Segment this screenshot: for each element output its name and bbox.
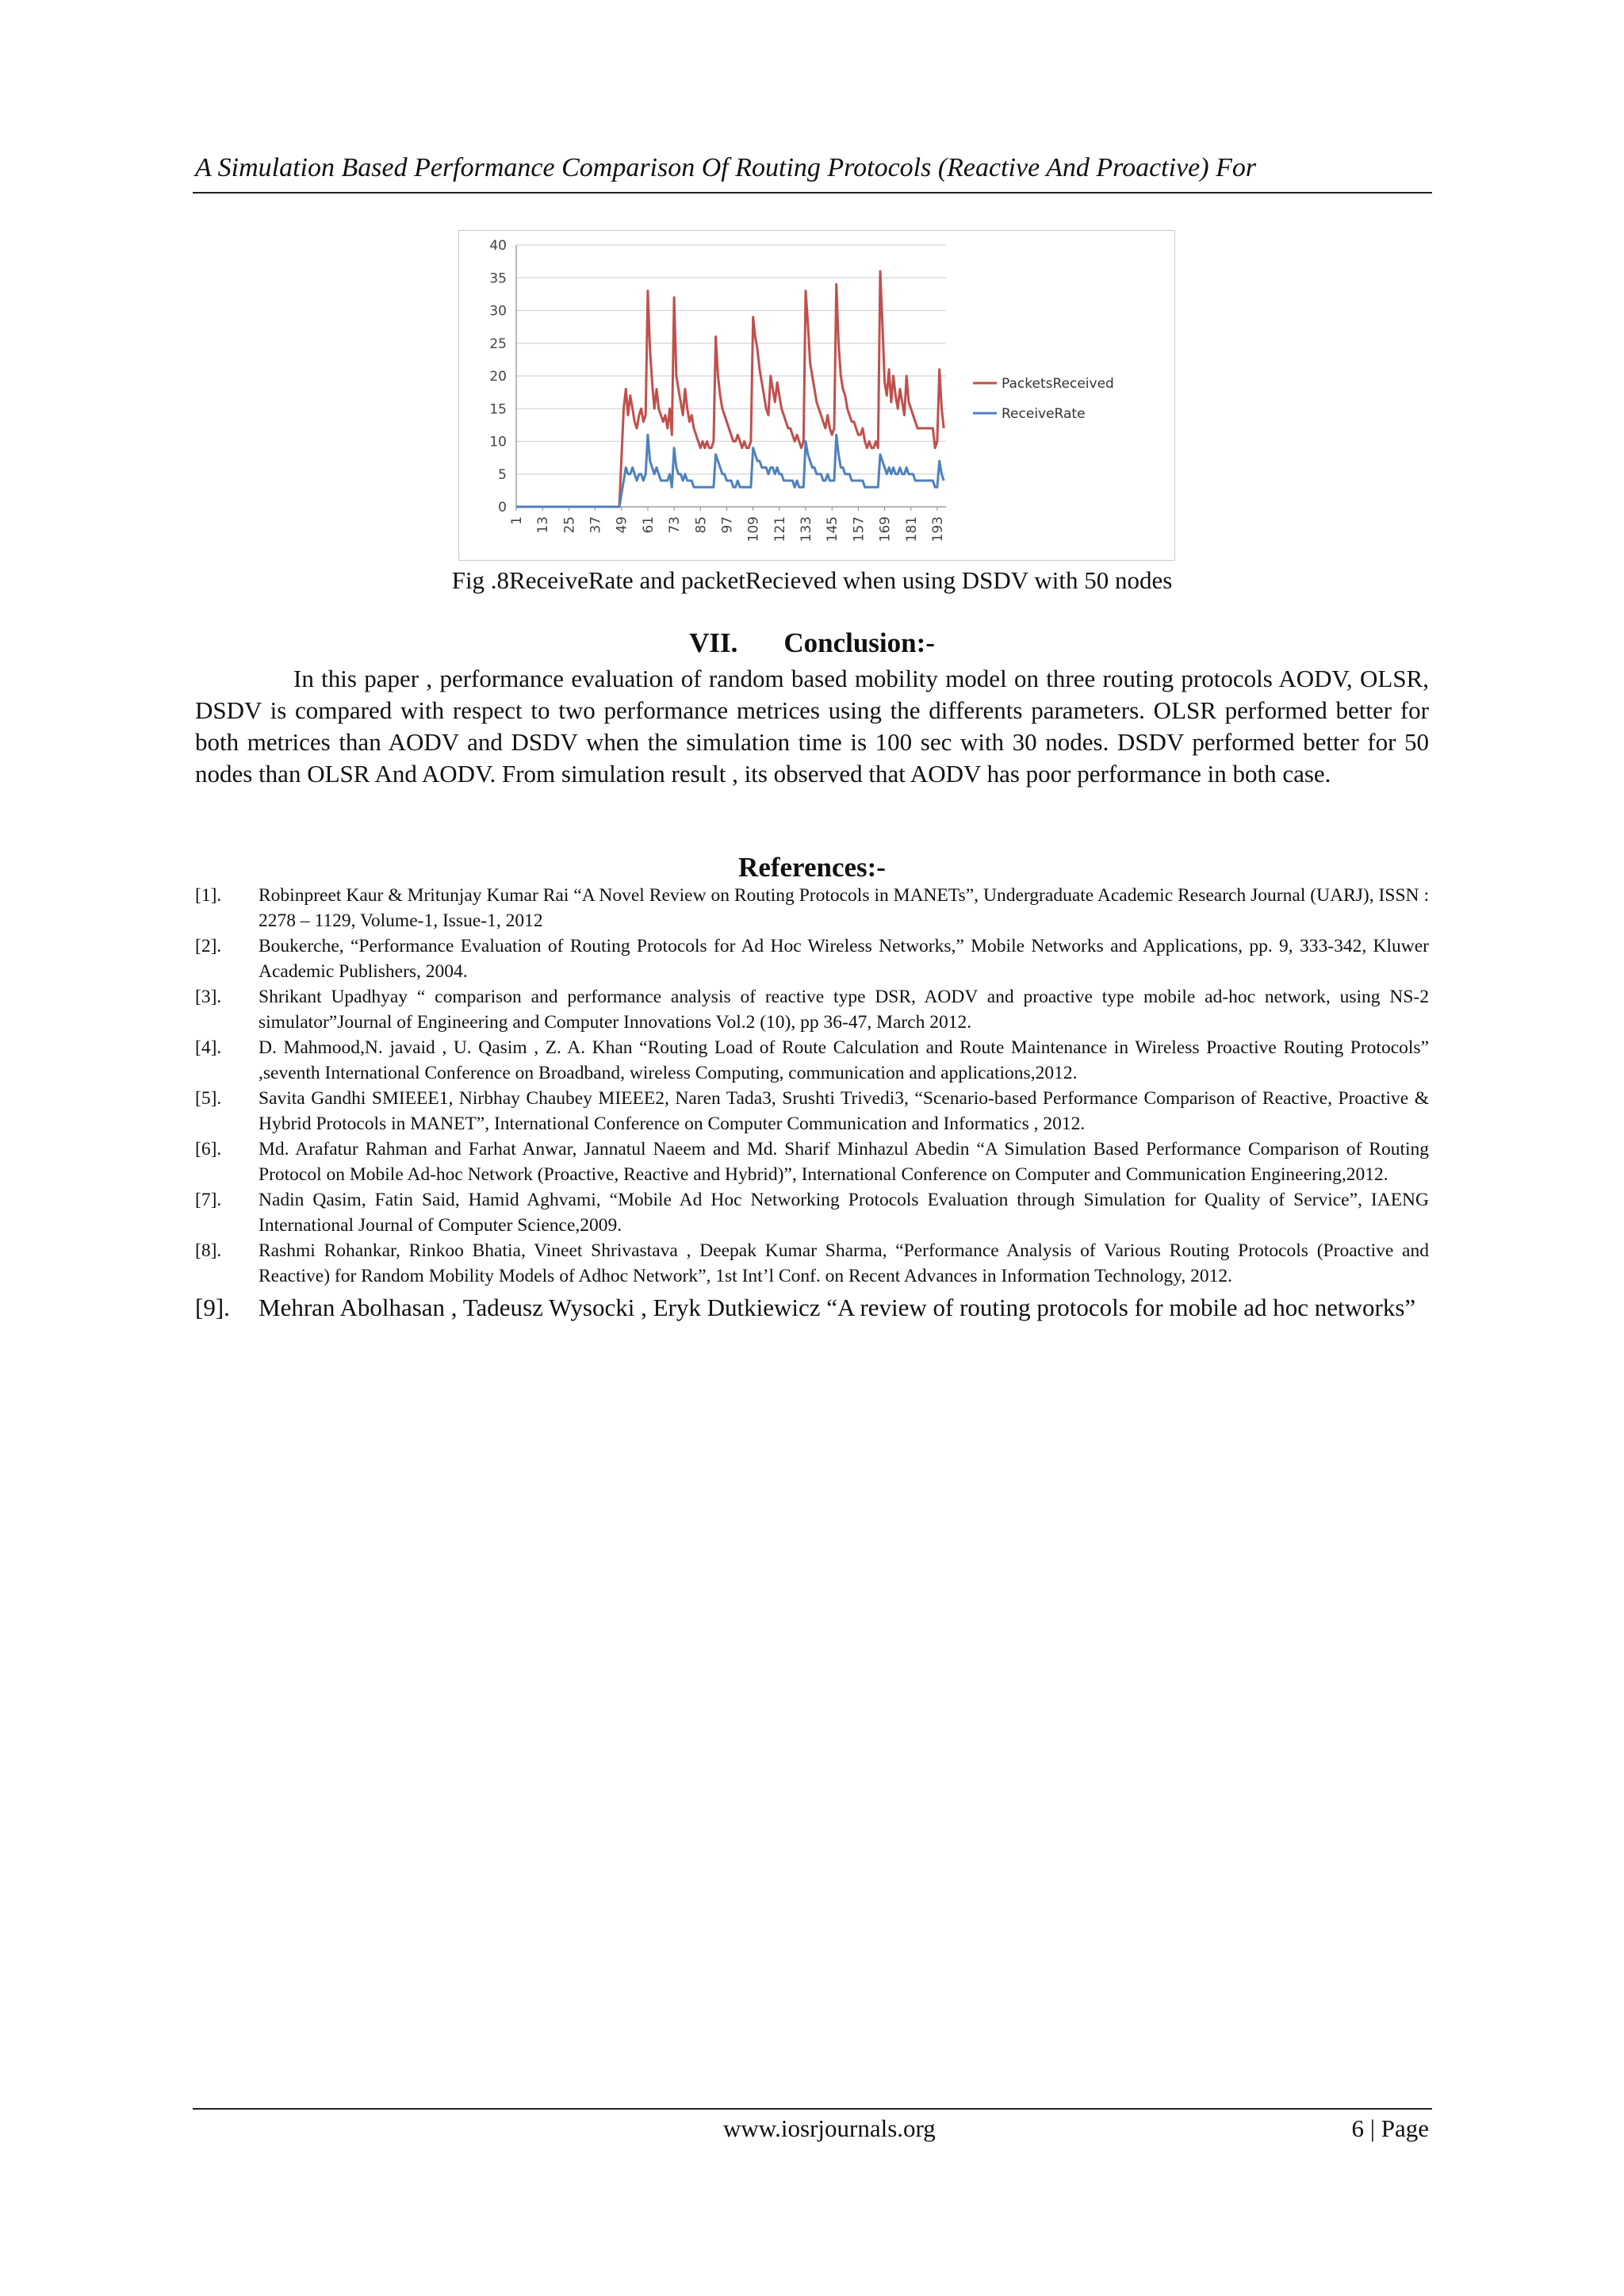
y-tick-label: 30 (489, 303, 507, 320)
x-tick-label: 37 (588, 516, 604, 534)
reference-item (195, 1137, 1429, 1187)
x-tick-label: 145 (825, 516, 841, 542)
reference-text: Robinpreet Kaur & Mritunjay Kumar Rai “A Novel Review on Routing Protocols in MANETs”, Undergraduate Academic Research Journal (UARJ), ISSN : 2278 – 1129, Volume-1, Issue-1, 2012 (259, 885, 1429, 931)
y-tick-label: 40 (489, 238, 507, 254)
x-tick-label: 193 (929, 516, 946, 542)
legend-label: PacketsReceived (1002, 376, 1114, 392)
reference-number: [8]. (195, 1240, 222, 1261)
reference-number: [7]. (195, 1190, 222, 1210)
x-tick-label: 85 (693, 516, 710, 534)
x-tick-label: 169 (877, 516, 894, 542)
y-tick-label: 5 (498, 466, 507, 483)
section-number: VII. (689, 627, 738, 658)
reference-number: [3]. (195, 987, 222, 1007)
header-divider (193, 192, 1432, 194)
x-tick-label: 61 (640, 516, 657, 534)
x-tick-label: 49 (614, 516, 630, 534)
reference-text: Savita Gandhi SMIEEE1, Nirbhay Chaubey MIEEE2, Naren Tada3, Srushti Trivedi3, “Scenario-based Performance Comparison of Reactive, Proactive & Hybrid Protocols in MANET”, International Conference on Computer Communication and Informatics , 2012. (259, 1088, 1429, 1134)
x-tick-label: 13 (535, 516, 552, 534)
x-tick-label: 181 (903, 516, 920, 542)
y-tick-label: 15 (489, 401, 507, 418)
reference-item (195, 1188, 1429, 1238)
conclusion-text: In this paper , performance evaluation of random based mobility model on three routing protocols AODV, OLSR, DSDV is compared with respect to two performance metrices using the differents parameters. OLSR performed better for both metrices than AODV and DSDV when the simulation time is 100 sec with 30 nodes. DSDV performed better for 50 nodes than OLSR And AODV. From simulation result , its observed that AODV has poor performance in both case. (195, 665, 1429, 788)
figure-caption: Fig .8ReceiveRate and packetRecieved when using DSDV with 50 nodes (451, 566, 1173, 594)
conclusion-paragraph (195, 663, 1429, 790)
reference-text: Boukerche, “Performance Evaluation of Routing Protocols for Ad Hoc Wireless Networks,” Mobile Networks and Applications, pp. 9, 333-342, Kluwer Academic Publishers, 2004. (259, 936, 1429, 982)
reference-text: Mehran Abolhasan , Tadeusz Wysocki , Eryk Dutkiewicz “A review of routing protocols for mobile ad hoc networks” (259, 1294, 1416, 1321)
reference-number: [4]. (195, 1037, 222, 1058)
x-tick-label: 157 (851, 516, 868, 542)
reference-number: [9]. (195, 1294, 230, 1321)
x-tick-label: 97 (719, 516, 736, 534)
legend-label: ReceiveRate (1002, 406, 1086, 422)
reference-text: Shrikant Upadhyay “ comparison and performance analysis of reactive type DSR, AODV and proactive type mobile ad-hoc network, using NS-2 simulator”Journal of Engineering and Computer Innovations Vol.2 (10), pp 36-47, March 2012. (259, 987, 1429, 1033)
x-tick-label: 73 (667, 516, 684, 534)
y-tick-label: 10 (489, 434, 507, 450)
x-tick-label: 121 (772, 516, 788, 542)
reference-text: Nadin Qasim, Fatin Said, Hamid Aghvami, “Mobile Ad Hoc Networking Protocols Evaluation through Simulation for Quality of Service”, IAENG International Journal of Computer Science,2009. (259, 1190, 1429, 1236)
reference-text: Md. Arafatur Rahman and Farhat Anwar, Jannatul Naeem and Md. Sharif Minhazul Abedin “A Simulation Based Performance Comparison of Routing Protocol on Mobile Ad-hoc Network (Proactive, Reactive and Hybrid)”, International Conference on Computer and Communication Engineering,2012. (259, 1139, 1429, 1185)
conclusion-heading (195, 626, 1429, 661)
references-heading: References:- (738, 852, 886, 883)
reference-item (195, 985, 1429, 1035)
y-tick-label: 20 (489, 369, 507, 385)
reference-text: Rashmi Rohankar, Rinkoo Bhatia, Vineet Shrivastava , Deepak Kumar Sharma, “Performance Analysis of Various Routing Protocols (Proactive and Reactive) for Random Mobility Models of Adhoc Network”, 1st Int’l Conf. on Recent Advances in Information Technology, 2012. (259, 1240, 1429, 1286)
x-tick-label: 109 (745, 516, 762, 542)
reference-item (195, 1087, 1429, 1137)
reference-number: [2]. (195, 936, 222, 956)
references-list (195, 884, 1429, 1324)
section-title: Conclusion:- (783, 627, 935, 658)
reference-number: [5]. (195, 1088, 222, 1109)
reference-number: [6]. (195, 1139, 222, 1159)
figure-chart (458, 230, 1175, 561)
footer-divider (193, 2108, 1432, 2110)
line-chart (459, 231, 1174, 560)
reference-item (195, 884, 1429, 933)
y-tick-label: 35 (489, 270, 507, 287)
reference-number: [1]. (195, 885, 222, 906)
reference-item (195, 1239, 1429, 1289)
footer-website: www.iosrjournals.org (723, 2114, 936, 2142)
x-tick-label: 25 (561, 516, 578, 534)
reference-text: D. Mahmood,N. javaid , U. Qasim , Z. A. Khan “Routing Load of Route Calculation and Route Maintenance in Wireless Proactive Routing Protocols” ,seventh International Conference on Broadband, wireless Computing, communication and applications,2012. (259, 1037, 1429, 1083)
x-tick-label: 1 (509, 516, 525, 525)
reference-item (195, 1036, 1429, 1086)
running-header: A Simulation Based Performance Comparison Of Routing Protocols (Reactive And Proactive) For (195, 153, 1257, 182)
reference-item (195, 1292, 1429, 1324)
y-tick-label: 25 (489, 335, 507, 352)
reference-item (195, 934, 1429, 984)
y-tick-label: 0 (498, 500, 507, 516)
series-line-receiverate (516, 435, 944, 507)
x-tick-label: 133 (799, 516, 815, 542)
footer-page-number: 6 | Page (1351, 2114, 1429, 2142)
